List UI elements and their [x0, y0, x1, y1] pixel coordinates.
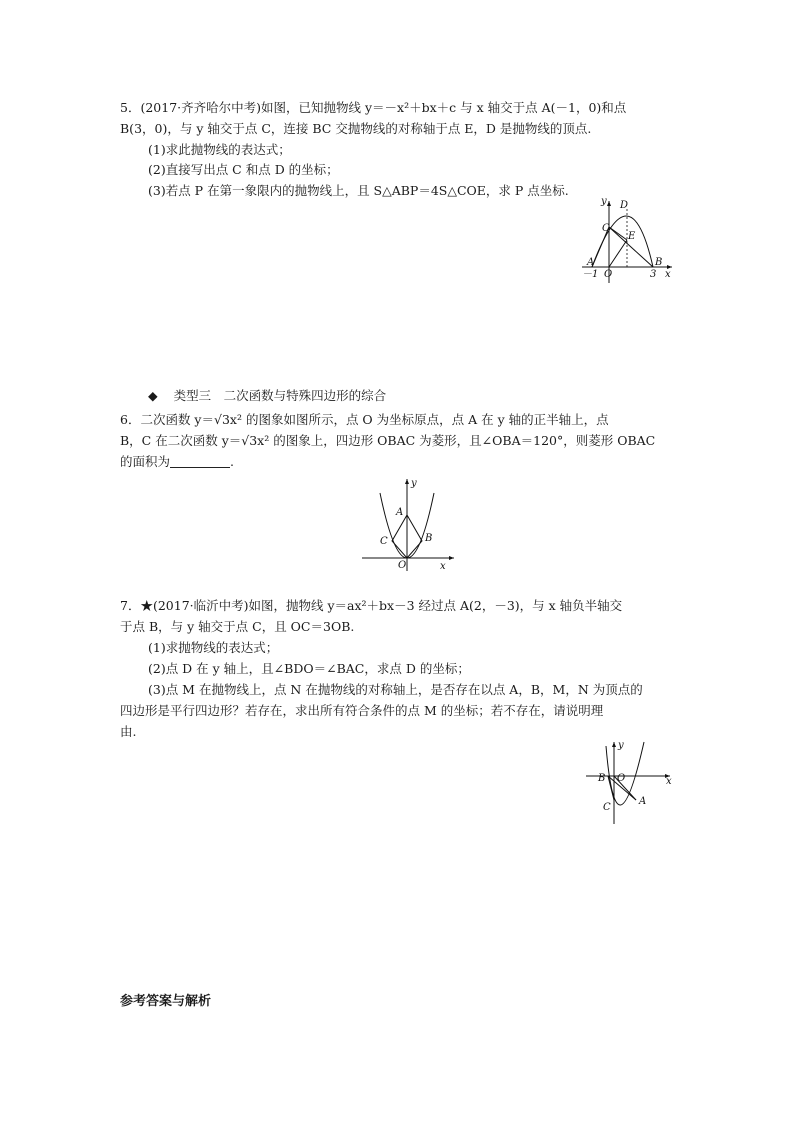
q5-label-e: E: [628, 231, 636, 242]
q6-line-3-text: 的面积为: [120, 454, 171, 469]
q5-label-c: C: [602, 223, 610, 234]
q5-label-d: D: [620, 200, 629, 211]
q7-label-x: x: [666, 776, 672, 787]
q5-figure: [580, 195, 680, 289]
q7-label-a: A: [639, 796, 647, 807]
q6-label-b: B: [425, 533, 433, 544]
q5-label-b: B: [655, 257, 663, 268]
q7-figure: [584, 740, 680, 830]
section-title: 类型三 二次函数与特殊四边形的综合: [173, 388, 387, 403]
q5-part-3: (3)若点 P 在第一象限内的抛物线上，且 S△ABP＝4S△COE，求 P 点坐标.: [148, 183, 569, 198]
q6-line-1: 6．二次函数 y＝√3x² 的图象如图所示，点 O 为坐标原点，点 A 在 y 轴的正半轴上，点: [120, 412, 609, 427]
q7-line-1: 7．★(2017·临沂中考)如图，抛物线 y＝ax²＋bx－3 经过点 A(2，－3)，与 x 轴负半轴交: [120, 598, 623, 613]
q6-line-3-end: .: [230, 454, 234, 469]
q5-line-1: 5．(2017·齐齐哈尔中考)如图，已知抛物线 y＝－x²＋bx＋c 与 x 轴交于点 A(－1，0)和点: [120, 100, 627, 115]
q7-part-3-end: 由.: [120, 724, 137, 739]
q7-label-y: y: [618, 740, 624, 751]
q7-part-3-cont: 四边形是平行四边形？若存在，求出所有符合条件的点 M 的坐标；若不存在，请说明理: [120, 703, 604, 718]
q5-label-y: y: [601, 196, 607, 207]
section-heading: [148, 386, 386, 406]
q7-part-3: (3)点 M 在抛物线上，点 N 在抛物线的对称轴上，是否存在以点 A，B，M，N 为顶点的: [148, 682, 643, 697]
q7-line-2: 于点 B，与 y 轴交于点 C，且 OC＝3OB.: [120, 619, 355, 634]
q7-label-o: O: [617, 773, 626, 784]
q7-label-c: C: [603, 802, 611, 813]
q6-line-2: B，C 在二次函数 y＝√3x² 的图象上，四边形 OBAC 为菱形，且∠OBA＝120°，则菱形 OBAC: [120, 433, 656, 448]
q6-label-c: C: [380, 536, 388, 547]
q5-part-2: (2)直接写出点 C 和点 D 的坐标；: [148, 162, 339, 177]
q5-label-a: A: [587, 257, 595, 268]
q7-label-b: B: [598, 773, 606, 784]
q5-label-minus1: －1: [582, 269, 599, 280]
q6-figure: [362, 475, 462, 579]
q5-label-o: O: [604, 269, 613, 280]
q6-line-3: [120, 452, 234, 472]
section-bullet: ◆: [148, 388, 158, 403]
q5-part-1: (1)求此抛物线的表达式；: [148, 142, 291, 157]
q6-label-x: x: [440, 561, 446, 572]
q6-label-a: A: [396, 507, 404, 518]
answer-section-title: 参考答案与解析: [120, 994, 212, 1009]
q6-label-y: y: [411, 478, 417, 489]
q5-label-x: x: [665, 269, 671, 280]
q6-label-o: O: [398, 560, 407, 571]
q5-line-2: B(3，0)，与 y 轴交于点 C，连接 BC 交抛物线的对称轴于点 E，D 是抛物线的顶点.: [120, 121, 592, 136]
answer-blank: [170, 455, 230, 468]
q7-part-1: (1)求抛物线的表达式；: [148, 640, 279, 655]
q5-label-3: 3: [650, 269, 657, 280]
q7-part-2: (2)点 D 在 y 轴上，且∠BDO＝∠BAC，求点 D 的坐标；: [148, 661, 470, 676]
